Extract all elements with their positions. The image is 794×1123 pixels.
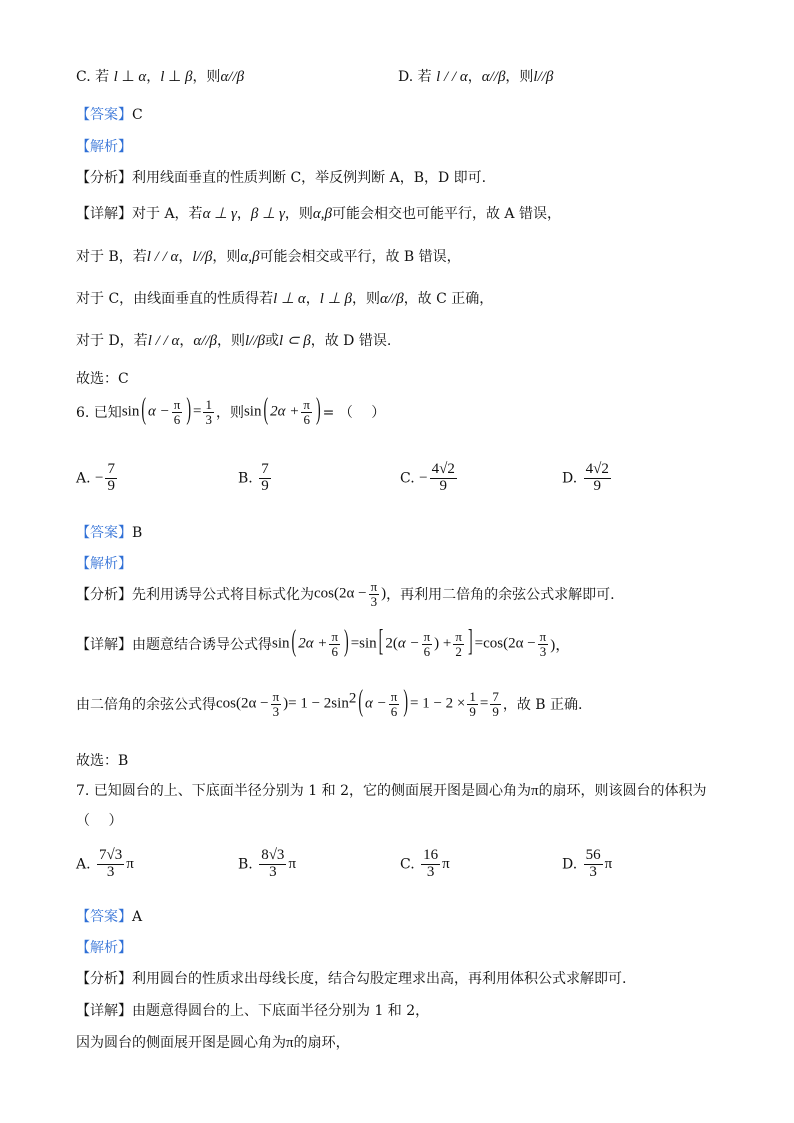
q5-detail-d: 对于 D，若l / / α，α//β，则l//β或l ⊂ β，故 D 错误. <box>76 333 392 349</box>
q5-detail-b: 对于 B，若l / / α，l//β，则α,β可能会相交或平行，故 B 错误， <box>76 249 461 265</box>
q7-fenxi: 【分析】利用圆台的性质求出母线长度，结合勾股定理求出高，再利用体积公式求解即可. <box>76 971 627 987</box>
q7-option-b: B. $\frac{8√3}{3}$ π <box>238 847 297 880</box>
q7-detail-1: 【详解】由题意得圆台的上、下底面半径分别为 1 和 2， <box>76 1003 430 1019</box>
q6-option-a: A. − $\frac{7}{9}$ <box>76 461 115 494</box>
q5-detail-c: 对于 C，由线面垂直的性质得若l ⊥ α，l ⊥ β，则α//β，故 C 正确， <box>76 291 494 307</box>
q5-choose: 故选：C <box>76 371 129 387</box>
q7-option-c: C. $\frac{16}{3}$ π <box>400 847 450 880</box>
q6-stem: 6. 已知sin ( α − $\frac{\pi}{6}$ ) = $\frac{1}{3}$ ，则sin ( 2α + $\frac{\pi}{6}$ ) = （ ） <box>76 394 386 428</box>
q7-answer: 【答案】A <box>76 909 143 925</box>
q5-option-d: D. 若 l / / α，α//β，则l//β <box>398 69 554 85</box>
q7-stem: 7. 已知圆台的上、下底面半径分别为 1 和 2，它的侧面展开图是圆心角为π的扇环，则该圆台的体积为 <box>76 783 707 799</box>
q5-option-c: C. 若 l ⊥ α，l ⊥ β，则α//β <box>76 69 245 85</box>
q6-answer: 【答案】B <box>76 525 143 541</box>
q6-option-d: D. $\frac{4√2}{9}$ <box>562 461 609 494</box>
q5-answer: 【答案】C <box>76 107 143 123</box>
q7-jiexi-heading: 【解析】 <box>76 940 132 956</box>
q6-option-c: C. − $\frac{4√2}{9}$ <box>400 461 455 494</box>
q7-option-d: D. $\frac{56}{3}$ π <box>562 847 613 880</box>
q7-option-a: A. $\frac{7√3}{3}$ π <box>76 847 134 880</box>
q6-choose: 故选：B <box>76 753 129 769</box>
q6-detail-1: 【详解】由题意结合诱导公式得sin ( 2α + $\frac{\pi}{6}$ ) =sin [ 2(α − $\frac{\pi}{6}$ ) + $\frac{\pi}{2}$ ] =cos(2α − $\frac{\pi}{3}$ )， <box>76 626 571 660</box>
q6-jiexi-heading: 【解析】 <box>76 556 132 572</box>
q5-jiexi-heading: 【解析】 <box>76 139 132 155</box>
q6-option-b: B. $\frac{7}{9}$ <box>238 461 269 494</box>
q7-detail-2: 因为圆台的侧面展开图是圆心角为π的扇环， <box>76 1035 350 1051</box>
q6-detail-2: 由二倍角的余弦公式得cos(2α − $\frac{\pi}{3}$ )= $1 - 2\sin^2$ ( α − $\frac{\pi}{6}$ ) = 1 − 2 × $\frac{1}{9}$ = $\frac{7}{9}$ ，故 B 正确. <box>76 686 583 720</box>
q6-fenxi: 【分析】先利用诱导公式将目标式化为cos(2α − $\frac{\pi}{3}$ )，再利用二倍角的余弦公式求解即可. <box>76 579 615 609</box>
q5-detail-a: 【详解】对于 A，若α ⊥ γ，β ⊥ γ，则α,β可能会相交也可能平行，故 A 错误， <box>76 206 561 222</box>
q7-stem-paren: （ ） <box>76 813 123 829</box>
q5-fenxi: 【分析】利用线面垂直的性质判断 C，举反例判断 A，B，D 即可. <box>76 170 487 186</box>
